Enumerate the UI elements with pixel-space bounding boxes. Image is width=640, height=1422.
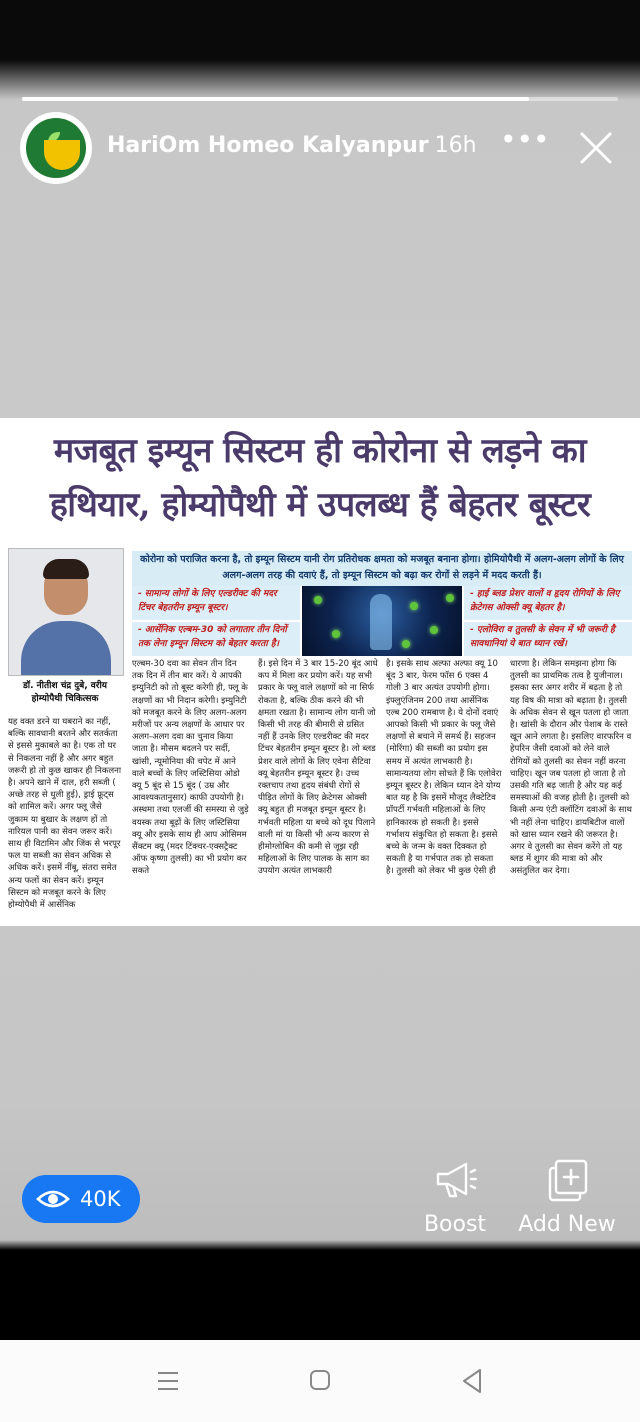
story-header — [20, 112, 620, 184]
article-column-3: हैं। इसे दिन में 3 बार 15-20 बूंद आधे कप में मिला कर प्रयोग करें। यह सभी प्रकार के फ्लू वाले लक्षणों को ना सिर्फ रोकता है, बल्कि ठीक करने की भी क्षमता रखता है। सामान्य लोग यानी जो किसी भी तरह की बीमारी से ग्रसित नहीं हैं उनके लिए एल्डरीक्ट की मदर टिंचर बेहतरीन इम्यून बूस्टर है। लो ब्लड प्रेशर वाले लोगों के लिए एवेना सैटिवा क्यू बेहतरीन इम्यून बूस्टर है। उच्च रक्तचाप तथा हृदय संबंधी रोगों से पीड़ित लोगों के लिए क्रेटेगस ओक्सी क्यू बहुत ही मजबूत इम्यून बूस्टर है। गर्भवती महिला या बच्चे को दूध पिलाने वाली मां या किसी भी अन्य कारण से हीमोग्लोबिन की कमी से जूझ रही महिलाओं के लिए पालक के साग का उपयोग अत्यंत लाभकारी — [258, 659, 378, 877]
recents-icon[interactable] — [148, 1366, 188, 1396]
boost-label: Boost — [423, 1212, 487, 1237]
article-column-1: यह वक्त डरने या घबराने का नहीं, बल्कि सावधानी बरतने और सतर्कता से इससे मुकाबले का है। एक तो घर से निकलना नहीं है और अगर बहुत जरूरी हो तो कुछ खाकर ही निकलना है। अपने खाने में दाल, हरी सब्जी ( अच्छे तरह से धुली हुई), ड्राई फ्रूट्स को शामिल करें। अगर फ्लू जैसे जुकाम या बुखार के लक्षण हों तो नारियल पानी का सेवन जरूर करें। साथ ही विटामिन और जिंक से भरपूर फल या सब्जी का सेवन अधिक से अधिक करें। इसमें नींबू, संतरा समेत अन्य फलों का सेवन करें। इम्यून सिस्टम को मजबूत करने के लिए होम्योपैथी में आर्सेनिक — [8, 717, 122, 911]
add-story-icon — [546, 1158, 590, 1202]
article-callout: - सामान्य लोगों के लिए एल्डरीक्ट की मदर टिंचर बेहतरीन इम्यून बूस्टर। — [132, 586, 300, 620]
article-byline: डॉ. नीतीश चंद्र दुबे, वरीय होम्योपैथी चिकित्सक — [22, 681, 108, 704]
story-progress-fill — [22, 97, 529, 101]
views-button[interactable] — [22, 1175, 140, 1223]
article-headline-line1: मजबूत इम्यून सिस्टम ही कोरोना से लड़ने का — [53, 431, 587, 471]
eye-icon — [36, 1187, 70, 1211]
article-callout: - हाई ब्लड प्रेशर वालों व हृदय रोगियों के लिए क्रेटेगस ओक्सी क्यू बेहतर है। — [464, 586, 632, 620]
article-banner: कोरोना को पराजित करना है, तो इम्यून सिस्टम यानी रोग प्रतिरोधक क्षमता को मजबूत बनाना होगा। होमियोपैथी में अलग-अलग लोगों के लिए अलग-अलग तरह की दवाएं हैं, तो इम्यून सिस्टम को बढ़ा कर रोगों से लड़ने में मदद करती हैं। — [132, 551, 632, 586]
article-callout: - आर्सेनिक एल्बम-30 को लगातार तीन दिनों तक लेना इम्यून सिस्टम को बेहतर करता है। — [132, 622, 300, 656]
virus-illustration — [302, 586, 462, 656]
article-column-2: एल्बम-30 दवा का सेवन तीन दिन तक दिन में तीन बार करें। ये आपकी इम्युनिटी को तो बूस्ट करेगी ही, फ्लू के लक्षणों का भी निदान करेगी। इम्युनिटी को मजबूत करने के लिए अलग-अलग मरीजों पर अन्य लक्षणों के आधार पर अलग-अलग दवा का चुनाव किया जाता है। मौसम बदलने पर सर्दी, खांसी, न्यूमोनिया की चपेट में आने वाले बच्चों के लिए जस्टिसिया ओडो क्यू 5 बूंद से 15 बूंद ( उम्र और आवश्यकतानुसार) काफी उपयोगी है। अस्थमा तथा एलर्जी की समस्या से जुड़े वयस्क तथा बूढ़ों के लिए जस्टिसिया क्यू और इसके साथ ही आप ओसिमम सैंक्टम क्यू (मदर टिंक्चर-एक्सट्रैक्ट ऑफ कृष्णा तुलसी) का भी प्रयोग कर सकते — [132, 659, 249, 877]
add-new-label: Add New — [518, 1212, 616, 1237]
close-icon[interactable] — [578, 130, 614, 166]
article-headline-line2: हथियार, होम्योपैथी में उपलब्ध हैं बेहतर बूस्टर — [49, 485, 591, 525]
story-image-newspaper — [0, 418, 640, 926]
avatar[interactable] — [20, 112, 92, 184]
back-icon[interactable] — [452, 1366, 492, 1396]
boost-button[interactable] — [410, 1158, 500, 1244]
avatar-logo-icon — [26, 118, 86, 178]
article-column-4: है। इसके साथ अल्फा अल्फा क्यू 10 बूंद 3 बार, फेरम फॉस 6 एक्स 4 गोली 3 बार अत्यंत उपयोगी होगा। इंफ्लुएंजिनम 200 तथा आर्सेनिक एल्ब 200 रामबाण है। ये दोनों दवाएं आपको किसी भी प्रकार के फ्लू जैसे लक्षणों से बचाने में समर्थ हैं। सहजन (मोरिंगा) की सब्जी का प्रयोग इस समय में अत्यंत लाभकारी है। सामान्यतया लोग सोचते हैं कि एलोवेरा इम्यून बूस्टर है। लेकिन ध्यान देने योग्य बात यह है कि इसमें मौजूद लैक्टेटिव प्रॉपर्टी गर्भवती महिलाओं के लिए हानिकारक हो सकती है। इससे गर्भाशय संकुचित हो सकता है। इससे बच्चे के जन्म के वक्त दिक्कत हो सकती है या गर्भपात तक हो सकता है। तुलसी को लेकर भी कुछ ऐसी ही — [386, 659, 502, 877]
article-callout: - एलोविरा व तुलसी के सेवन में भी जरूरी है सावधानियां ये बात ध्यान रखें। — [464, 622, 632, 656]
system-navigation-bar — [0, 1340, 640, 1422]
story-progress-track — [22, 97, 618, 101]
article-column-5: धारणा है। लेकिन समझना होगा कि तुलसी का प्राथमिक तत्व है युजीनाल। इसका स्तर अगर शरीर में बढ़ता है तो यह विष की मात्रा को बढ़ाता है। तुलसी के अधिक सेवन से खून पतला हो जाता है। खांसी के दौरान और पेशाब के रास्ते खून आने लगता है। इसलिए वारफरिन व हेपरिन जैसी दवाओं को लेने वाले रोगियों को तुलसी का सेवन नहीं करना चाहिए। खून जब पतला हो जाता है तो उसकी गति बढ़ जाती है और यह कई समस्याओं की वजह होती है। तुलसी को किसी अन्य एंटी क्लॉटिंग दवाओं के साथ भी नहीं लेना चाहिए। डायबिटीज वालों को खास ध्यान रखने की जरूरत है। अगर वे तुलसी का सेवन करेंगे तो यह ब्लड में शुगर की मात्रा को और असंतुलित कर देगा। — [510, 659, 632, 877]
author-photo — [8, 548, 124, 676]
author-name[interactable]: HariOm Homeo Kalyanpur — [107, 133, 429, 158]
story-author[interactable] — [107, 133, 477, 158]
add-new-button[interactable] — [508, 1158, 626, 1244]
views-count: 40K — [80, 1187, 121, 1211]
more-icon[interactable]: ••• — [500, 123, 550, 156]
megaphone-icon — [434, 1158, 478, 1202]
story-time: 16h — [434, 133, 477, 158]
home-icon[interactable] — [300, 1366, 340, 1396]
